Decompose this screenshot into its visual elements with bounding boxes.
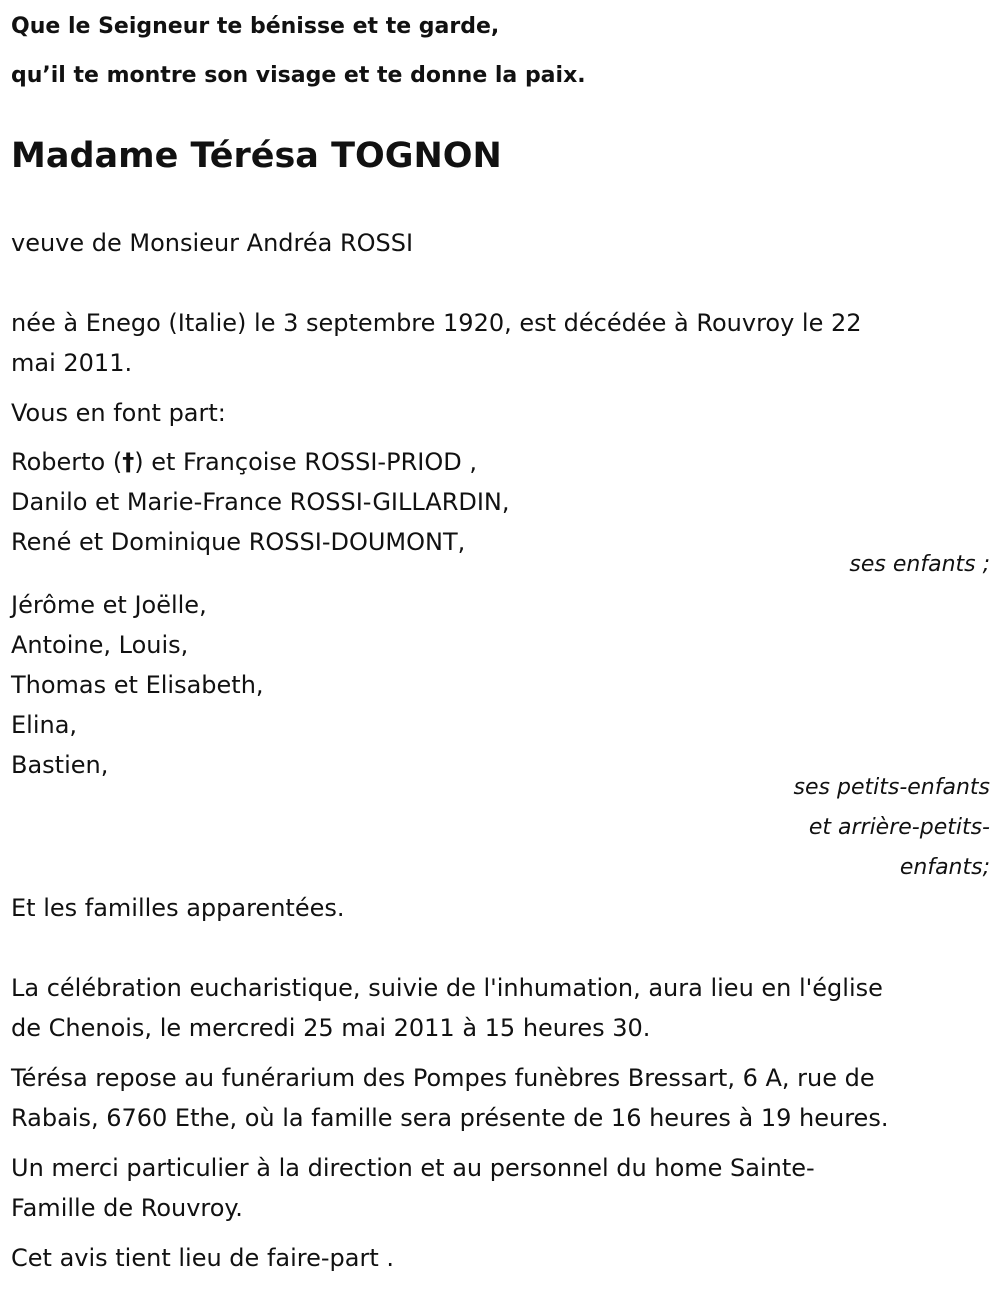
grandchild-line-1: Jérôme et Joëlle, bbox=[11, 591, 207, 619]
birth-death-line-1: née à Enego (Italie) le 3 septembre 1920, est décédée à Rouvroy le 22 bbox=[11, 309, 862, 337]
ceremony-line-2: de Chenois, le mercredi 25 mai 2011 à 15 heures 30. bbox=[11, 1014, 651, 1042]
deceased-name: Madame Térésa TOGNON bbox=[11, 136, 502, 176]
thanks-line-2: Famille de Rouvroy. bbox=[11, 1194, 243, 1222]
verse-line-2: qu’il te montre son visage et te donne la paix. bbox=[11, 63, 586, 88]
grandchild-line-3: Thomas et Elisabeth, bbox=[11, 671, 264, 699]
announce-line: Vous en font part: bbox=[11, 399, 226, 427]
ceremony-line-1: La célébration eucharistique, suivie de l'inhumation, aura lieu en l'église bbox=[11, 974, 883, 1002]
widow-of-line: veuve de Monsieur Andréa ROSSI bbox=[11, 229, 414, 257]
child-line-1-after: ) et Françoise ROSSI-PRIOD , bbox=[134, 448, 477, 476]
families-line: Et les familles apparentées. bbox=[11, 894, 345, 922]
grandchildren-label-3: enfants; bbox=[899, 855, 990, 880]
child-line-2: Danilo et Marie-France ROSSI-GILLARDIN, bbox=[11, 488, 510, 516]
funeral-home-line-2: Rabais, 6760 Ethe, où la famille sera présente de 16 heures à 19 heures. bbox=[11, 1104, 889, 1132]
cross-icon: † bbox=[122, 448, 135, 476]
thanks-line-1: Un merci particulier à la direction et au personnel du home Sainte- bbox=[11, 1154, 815, 1182]
children-label: ses enfants ; bbox=[849, 552, 990, 577]
grandchildren-label-1: ses petits-enfants bbox=[793, 775, 990, 800]
closing-line: Cet avis tient lieu de faire-part . bbox=[11, 1244, 395, 1272]
child-line-1-before: Roberto ( bbox=[11, 448, 123, 476]
child-line-1 bbox=[11, 447, 477, 477]
grandchild-line-5: Bastien, bbox=[11, 751, 109, 779]
grandchildren-label-2: et arrière-petits- bbox=[808, 815, 990, 840]
funeral-home-line-1: Térésa repose au funérarium des Pompes funèbres Bressart, 6 A, rue de bbox=[11, 1064, 875, 1092]
verse-line-1: Que le Seigneur te bénisse et te garde, bbox=[11, 14, 500, 39]
birth-death-line-2: mai 2011. bbox=[11, 349, 133, 377]
grandchild-line-4: Elina, bbox=[11, 711, 78, 739]
grandchild-line-2: Antoine, Louis, bbox=[11, 631, 189, 659]
child-line-3: René et Dominique ROSSI-DOUMONT, bbox=[11, 528, 466, 556]
